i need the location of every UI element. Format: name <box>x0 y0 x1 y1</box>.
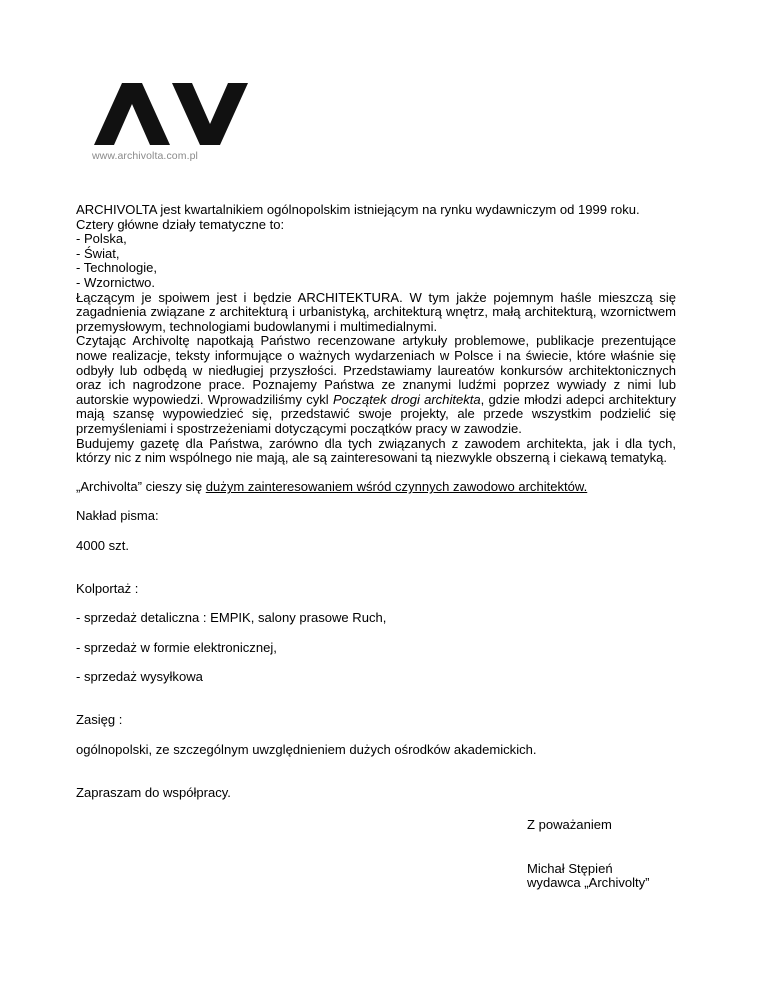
signer-name: Michał Stępień <box>527 860 613 876</box>
logo-url: www.archivolta.com.pl <box>92 150 198 162</box>
topics-heading: Cztery główne działy tematyczne to: <box>76 216 285 232</box>
closing: Z poważaniem <box>527 817 612 832</box>
intro-line: ARCHIVOLTA jest kwartalnikiem ogólnopolskim istniejącym na rynku wydawniczym od 1999 roku. <box>76 202 640 217</box>
signer-role: wydawca „Archivolty” <box>527 875 650 891</box>
paragraph-audience: Budujemy gazetę dla Państwa, zarówno dla tych związanych z zawodem architekta, jak i dla tych, którzy nic z nim wspólnego nie mają, ale są zainteresowani tą niezwykle obszerną i ciekawą tematyką. <box>76 435 676 466</box>
circulation-value: 4000 szt. <box>76 537 129 553</box>
paragraph-content: Czytając Archivoltę napotkają Państwo recenzowane artykuły problemowe, publikacje prezentujące nowe realizacje, teksty informujące o ważnych wydarzeniach w Polsce i na świecie, które właśnie się odbyły lub odbędą w niedługiej przyszłości. Przedstawiamy laureatów konkursów architektonicznych oraz ich nagrodzone prace. Poznajemy Państwa ze znanymi ludźmi poprzez wywiady z nimi lub autorskie wypowiedzi. Wprowadziliśmy cykl Początek drogi architekta, gdzie młodzi adepci architektury mają szansę wypowiedzieć się, przedstawić swoje projekty, ale przede wszystkim podzielić się przemyśleniami i spostrzeżeniami dotyczącymi początków pracy w zawodzie. <box>76 333 676 436</box>
letter-body <box>76 203 676 801</box>
distribution-item: - sprzedaż detaliczna : EMPIK, salony prasowe Ruch, <box>76 610 387 626</box>
invitation: Zapraszam do współpracy. <box>76 785 231 801</box>
signature-block <box>527 818 747 891</box>
reach-value: ogólnopolski, ze szczególnym uwzględnieniem dużych ośrodków akademickich. <box>76 741 537 757</box>
topic-item: - Wzornictwo. <box>76 274 156 290</box>
topic-item: - Polska, <box>76 231 127 247</box>
reach-label: Zasięg : <box>76 712 123 728</box>
interest-underlined: dużym zainteresowaniem wśród czynnych zawodowo architektów. <box>205 479 588 495</box>
topic-item: - Świat, <box>76 245 120 261</box>
distribution-label: Kolportaż : <box>76 581 139 597</box>
av-logo-mark <box>92 82 252 146</box>
series-title: Początek drogi architekta <box>332 391 481 407</box>
archivolta-logo <box>92 82 252 168</box>
interest-statement: „Archivolta” cieszy się dużym zainteresowaniem wśród czynnych zawodowo architektów. <box>76 479 588 495</box>
paragraph-architecture: Łączącym je spoiwem jest i będzie ARCHITEKTURA. W tym jakże pojemnym haśle mieszczą się zagadnienia związane z architekturą i urbanistyką, architekturą wnętrz, małą architekturą, wzornictwem przemysłowym, technologiami budowlanymi i multimedialnymi. <box>76 289 676 334</box>
distribution-item: - sprzedaż w formie elektronicznej, <box>76 639 277 655</box>
circulation-label: Nakład pisma: <box>76 508 159 524</box>
distribution-item: - sprzedaż wysyłkowa <box>76 668 203 684</box>
topic-item: - Technologie, <box>76 260 157 276</box>
